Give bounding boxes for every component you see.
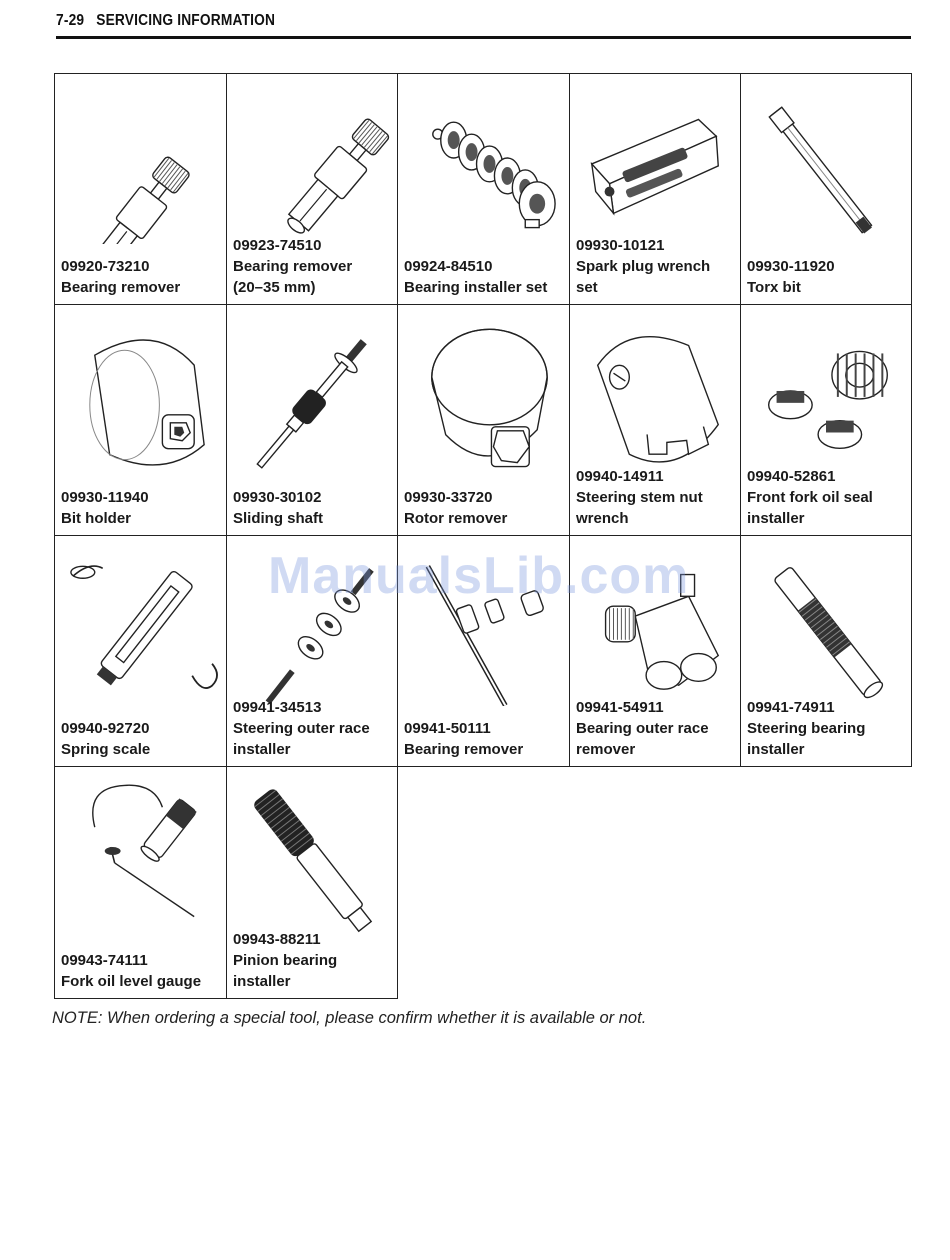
tool-name-line: remover	[576, 741, 636, 758]
tool-cell	[740, 535, 912, 767]
tool-name-line: Bearing remover	[233, 258, 353, 275]
tool-cell	[226, 73, 398, 305]
tool-name-line: Sliding shaft	[233, 510, 323, 527]
tool-label	[576, 697, 736, 760]
tool-cell	[569, 73, 741, 305]
watermark: ManualsLib.com	[268, 547, 690, 605]
tool-label	[404, 487, 565, 529]
tool-part-number: 09941-34513	[233, 699, 322, 716]
tool-part-number: 09941-54911	[576, 699, 664, 716]
tool-part-number: 09940-14911	[576, 468, 664, 485]
tool-cell	[740, 304, 912, 536]
tool-part-number: 09941-50111	[404, 720, 491, 737]
tool-label	[233, 487, 393, 529]
tool-name-line: Pinion bearing	[233, 952, 338, 969]
tool-label	[61, 487, 222, 529]
tool-name-line: Steering bearing	[747, 720, 866, 737]
tool-name-line: Bearing installer set	[404, 279, 548, 296]
tool-label	[404, 718, 565, 760]
tool-cell	[569, 304, 741, 536]
tool-part-number: 09940-92720	[61, 720, 150, 737]
tool-cell	[226, 766, 398, 999]
tool-name-line: Steering stem nut	[576, 489, 703, 506]
tool-part-number: 09943-88211	[233, 931, 321, 948]
tool-part-number: 09930-11940	[61, 489, 149, 506]
tool-label	[233, 697, 393, 760]
ordering-note: NOTE: When ordering a special tool, please confirm whether it is available or not.	[52, 1009, 647, 1027]
page-number: 7-29	[56, 12, 85, 29]
tool-label	[233, 929, 393, 992]
tool-name-line: installer	[233, 973, 291, 990]
tool-name-line: Bearing outer race	[576, 720, 709, 737]
tool-label	[61, 950, 222, 992]
tool-label	[61, 256, 222, 298]
tool-label	[747, 256, 907, 298]
tool-label	[576, 466, 736, 529]
tool-name-line: Rotor remover	[404, 510, 508, 527]
tool-part-number: 09930-33720	[404, 489, 493, 506]
tool-part-number: 09920-73210	[61, 258, 150, 275]
tool-name-line: Bit holder	[61, 510, 131, 527]
tool-part-number: 09943-74111	[61, 952, 148, 969]
tool-label	[747, 697, 907, 760]
tool-name-line: Bearing remover	[404, 741, 524, 758]
header-rule	[56, 36, 911, 39]
tool-cell	[226, 304, 398, 536]
tool-part-number: 09930-30102	[233, 489, 322, 506]
special-tools-table	[54, 73, 912, 999]
tool-label	[233, 235, 393, 298]
tool-label	[404, 256, 565, 298]
tool-name-line: Front fork oil seal	[747, 489, 873, 506]
tool-label	[61, 718, 222, 760]
tool-part-number: 09941-74911	[747, 699, 835, 716]
tool-part-number: 09923-74510	[233, 237, 322, 254]
tool-name-line: installer	[233, 741, 291, 758]
tool-part-number: 09940-52861	[747, 468, 836, 485]
tool-name-line: installer	[747, 510, 805, 527]
tool-name-line: Spring scale	[61, 741, 151, 758]
tool-name-line: installer	[747, 741, 805, 758]
tool-cell	[740, 73, 912, 305]
tool-part-number: 09930-11920	[747, 258, 835, 275]
tool-name-line: wrench	[576, 510, 629, 527]
tool-cell	[54, 304, 227, 536]
tool-cell	[54, 73, 227, 305]
tool-name-line: Fork oil level gauge	[61, 973, 202, 990]
tool-name-line: Torx bit	[747, 279, 801, 296]
tool-name-line: Steering outer race	[233, 720, 370, 737]
section-title: SERVICING INFORMATION	[96, 12, 276, 29]
tool-name-line: (20–35 mm)	[233, 279, 316, 296]
tool-name-line: Spark plug wrench	[576, 258, 711, 275]
tool-cell	[54, 766, 227, 999]
tool-name-line: Bearing remover	[61, 279, 181, 296]
header-title	[56, 12, 791, 30]
tool-cell	[397, 73, 570, 305]
page-header	[56, 12, 911, 40]
tool-part-number: 09924-84510	[404, 258, 493, 275]
tool-part-number: 09930-10121	[576, 237, 665, 254]
tool-label	[747, 466, 907, 529]
tool-label	[576, 235, 736, 298]
tool-cell	[54, 535, 227, 767]
tool-cell	[397, 304, 570, 536]
tool-name-line: set	[576, 279, 598, 296]
